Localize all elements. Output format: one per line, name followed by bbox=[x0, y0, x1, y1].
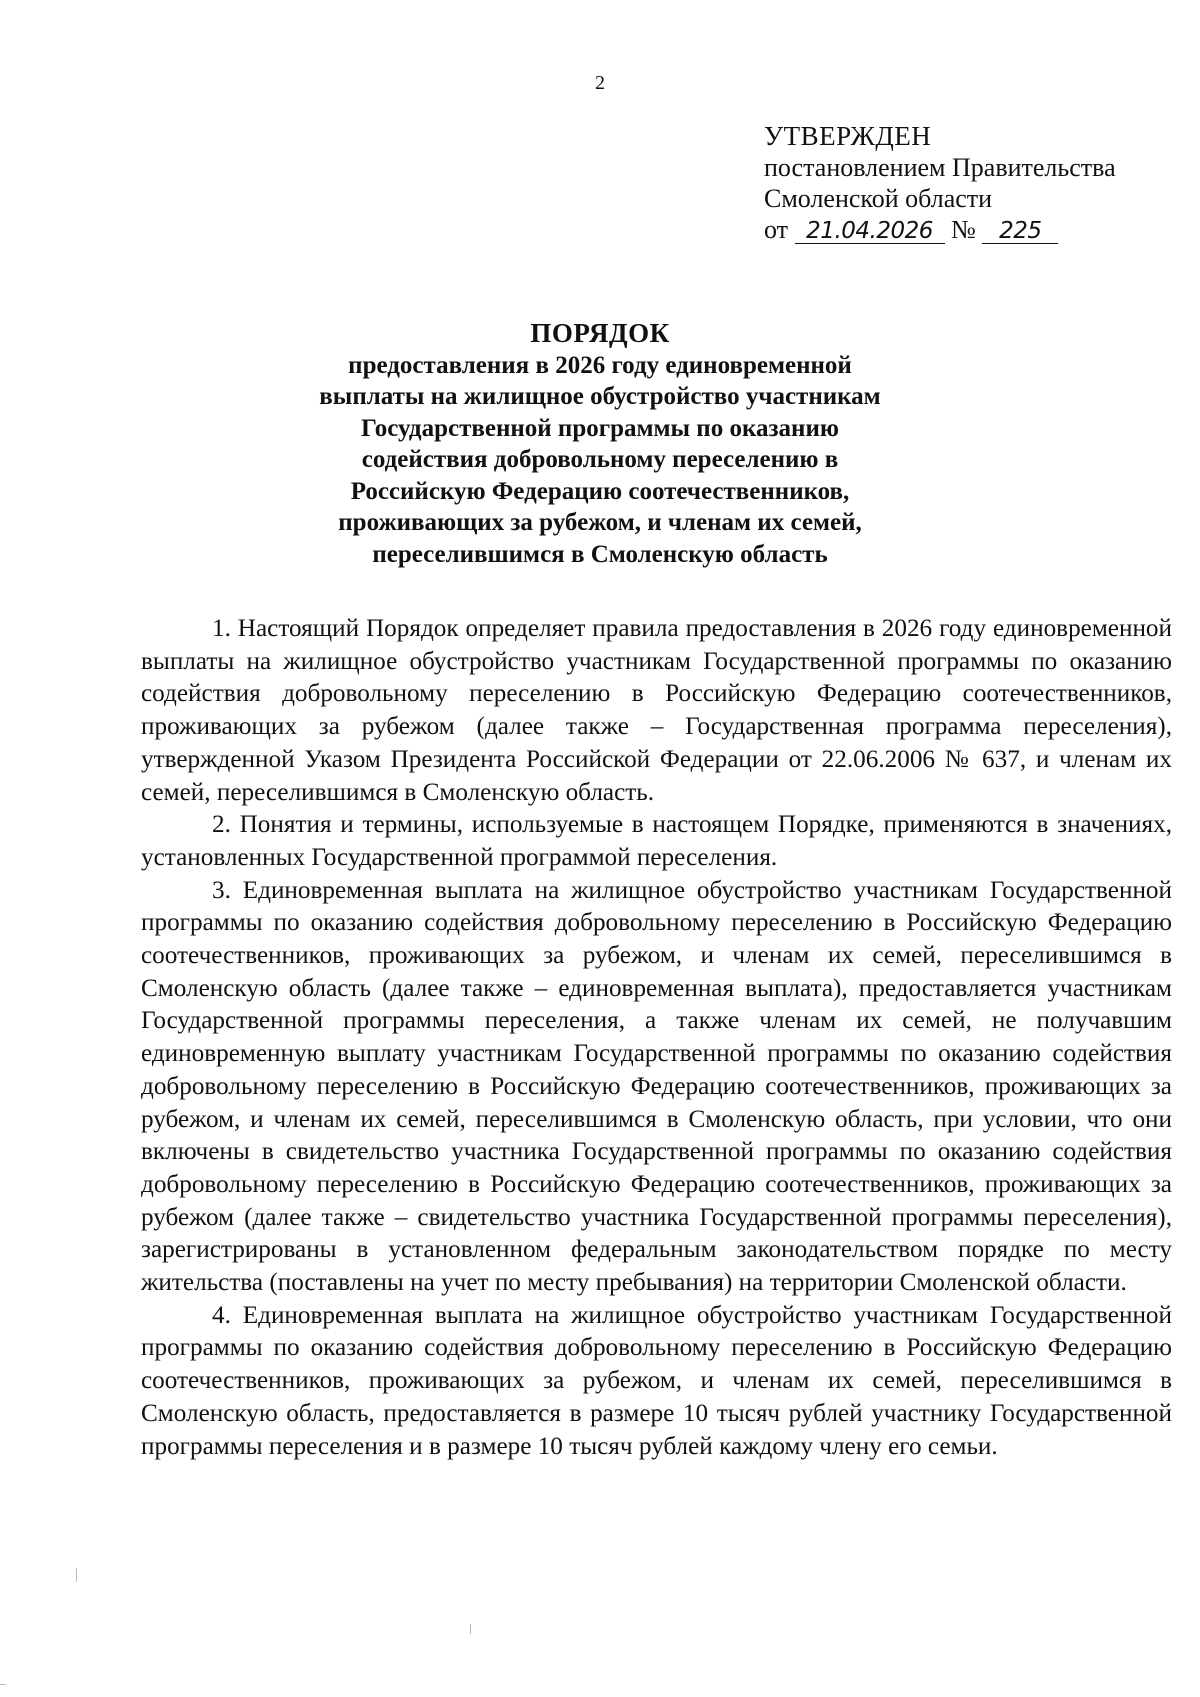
approval-heading: УТВЕРЖДЕН bbox=[764, 121, 932, 151]
scan-mark bbox=[0, 1684, 6, 1685]
paragraph-1: 1. Настоящий Порядок определяет правила предоставления в 2026 году единовременной выплаты на жилищное обустройство участникам Государственной программы по оказанию содействия добровольному переселению в Российскую Федерацию соотечественников, проживающих за рубежом (далее также – Государственная программа переселения), утвержденной Указом Президента Российской Федерации от 22.06.2006 № 637, и членам их семей, переселившимся в Смоленскую область. bbox=[141, 615, 1172, 806]
approval-line-2: Смоленской области bbox=[764, 184, 993, 213]
title-subtitle bbox=[300, 350, 900, 571]
title-line: содействия добровольному переселению в bbox=[361, 446, 839, 473]
approval-line-1: постановлением Правительства bbox=[764, 153, 1116, 182]
title-line: переселившимся в Смоленскую область bbox=[372, 540, 828, 568]
title-line: предоставления в 2026 году единовременной bbox=[348, 351, 852, 379]
paragraph-4: 4. Единовременная выплата на жилищное обустройство участникам Государственной программы по оказанию содействия добровольному переселению в Российскую Федерацию соотечественников, проживающих за рубежом, и членам их семей, переселившимся в Смоленскую область, предоставляется в размере 10 тысяч рублей участнику Государственной программы переселения и в размере 10 тысяч рублей каждому члену его семьи. bbox=[141, 1301, 1172, 1460]
title-line: проживающих за рубежом, и членам их семей, bbox=[338, 509, 862, 536]
handwritten-number: 225 bbox=[982, 219, 1058, 244]
handwritten-date: 21.04.2026 bbox=[795, 219, 945, 244]
number-sign: № bbox=[951, 215, 976, 244]
title-line: выплаты на жилищное обустройство участникам bbox=[319, 383, 881, 410]
approval-stamp-block bbox=[764, 121, 1184, 245]
title-main: ПОРЯДОК bbox=[530, 318, 670, 348]
document-body bbox=[141, 613, 1172, 1463]
document-title bbox=[300, 318, 900, 570]
approval-date-line bbox=[764, 214, 1184, 245]
date-prefix: от bbox=[764, 215, 789, 244]
paragraph-3: 3. Единовременная выплата на жилищное обустройство участникам Государственной программы по оказанию содействия добровольному переселению в Российскую Федерацию соотечественников, проживающих за рубежом, и членам их семей, переселившимся в Смоленскую область (далее также – единовременная выплата), предоставляется участникам Государственной программы переселения, а также членам их семей, не получавшим единовременную выплату участникам Государственной программы по оказанию содействия добровольному переселению в Российскую Федерацию соотечественников, проживающих за рубежом, и членам их семей, переселившимся в Смоленскую область, при условии, что они включены в свидетельство участника Государственной программы по оказанию содействия добровольному переселению в Российскую Федерацию соотечественников, проживающих за рубежом (далее также – свидетельство участника Государственной программы переселения), зарегистрированы в установленном федеральным законодательством порядке по месту жительства (поставлены на учет по месту пребывания) на территории Смоленской области. bbox=[141, 876, 1172, 1297]
page-number: 2 bbox=[595, 72, 605, 94]
title-line: Государственной программы по оказанию bbox=[361, 414, 839, 442]
scan-mark bbox=[76, 1568, 77, 1582]
paragraph-2: 2. Понятия и термины, используемые в настоящем Порядке, применяются в значениях, установленных Государственной программой переселения. bbox=[141, 811, 1172, 871]
title-line: Российскую Федерацию соотечественников, bbox=[350, 477, 850, 505]
scan-mark bbox=[470, 1624, 471, 1634]
